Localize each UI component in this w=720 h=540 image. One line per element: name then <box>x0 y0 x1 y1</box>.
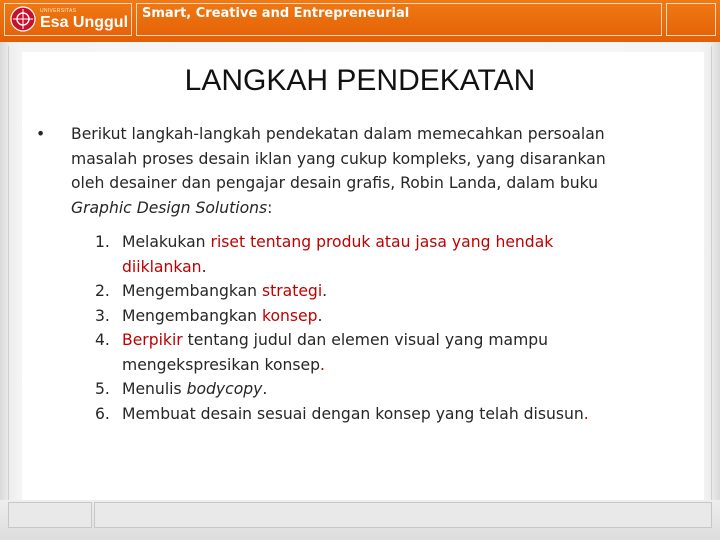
step-text: Mengembangkan konsep. <box>122 306 323 325</box>
corner-box <box>666 3 716 36</box>
list-item <box>0 377 720 402</box>
header-tagline: Smart, Creative and Entrepreneurial <box>142 6 410 21</box>
step-text: Berpikir tentang judul dan elemen visual yang mampu mengekspresikan konsep. <box>122 331 549 374</box>
bullet-marker: • <box>36 125 46 143</box>
logo-name: Esa Unggul <box>40 14 129 31</box>
intro-line-2: masalah proses desain iklan yang cukup kompleks, yang disarankan <box>71 149 606 168</box>
step-text: Membuat desain sesuai dengan konsep yang telah disusun. <box>122 404 589 423</box>
header-bar <box>0 0 720 42</box>
intro-line-1: Berikut langkah-langkah pendekatan dalam memecahkan persoalan <box>71 125 605 143</box>
step-number: 5. <box>95 380 110 398</box>
book-title: Graphic Design Solutions <box>71 198 268 217</box>
step-number: 6. <box>95 404 110 423</box>
logo-subtitle: UNIVERSITAS <box>40 8 77 14</box>
book-suffix: : <box>267 198 273 217</box>
list-item <box>0 304 720 329</box>
footer-box-left <box>8 502 92 528</box>
list-item <box>0 230 720 279</box>
step-number: 4. <box>95 331 110 349</box>
list-item <box>0 279 720 304</box>
step-text: Melakukan riset tentang produk atau jasa yang hendak diiklankan. <box>122 233 554 276</box>
university-logo <box>10 5 128 35</box>
step-text: Mengembangkan strategi. <box>122 282 328 300</box>
logo-emblem-icon <box>10 6 36 32</box>
step-number: 3. <box>95 306 110 325</box>
list-item <box>0 402 720 427</box>
intro-paragraph <box>71 122 606 220</box>
step-number: 2. <box>95 282 110 300</box>
list-item <box>0 328 720 377</box>
footer-box-right <box>94 502 712 528</box>
slide-title: LANGKAH PENDEKATAN <box>184 64 536 97</box>
intro-line-3: oleh desainer dan pengajar desain grafis, Robin Landa, dalam buku <box>71 174 599 192</box>
steps-list <box>0 230 720 426</box>
step-text: Menulis bodycopy. <box>122 380 268 398</box>
step-number: 1. <box>95 233 110 251</box>
intro-line-4 <box>71 196 606 221</box>
